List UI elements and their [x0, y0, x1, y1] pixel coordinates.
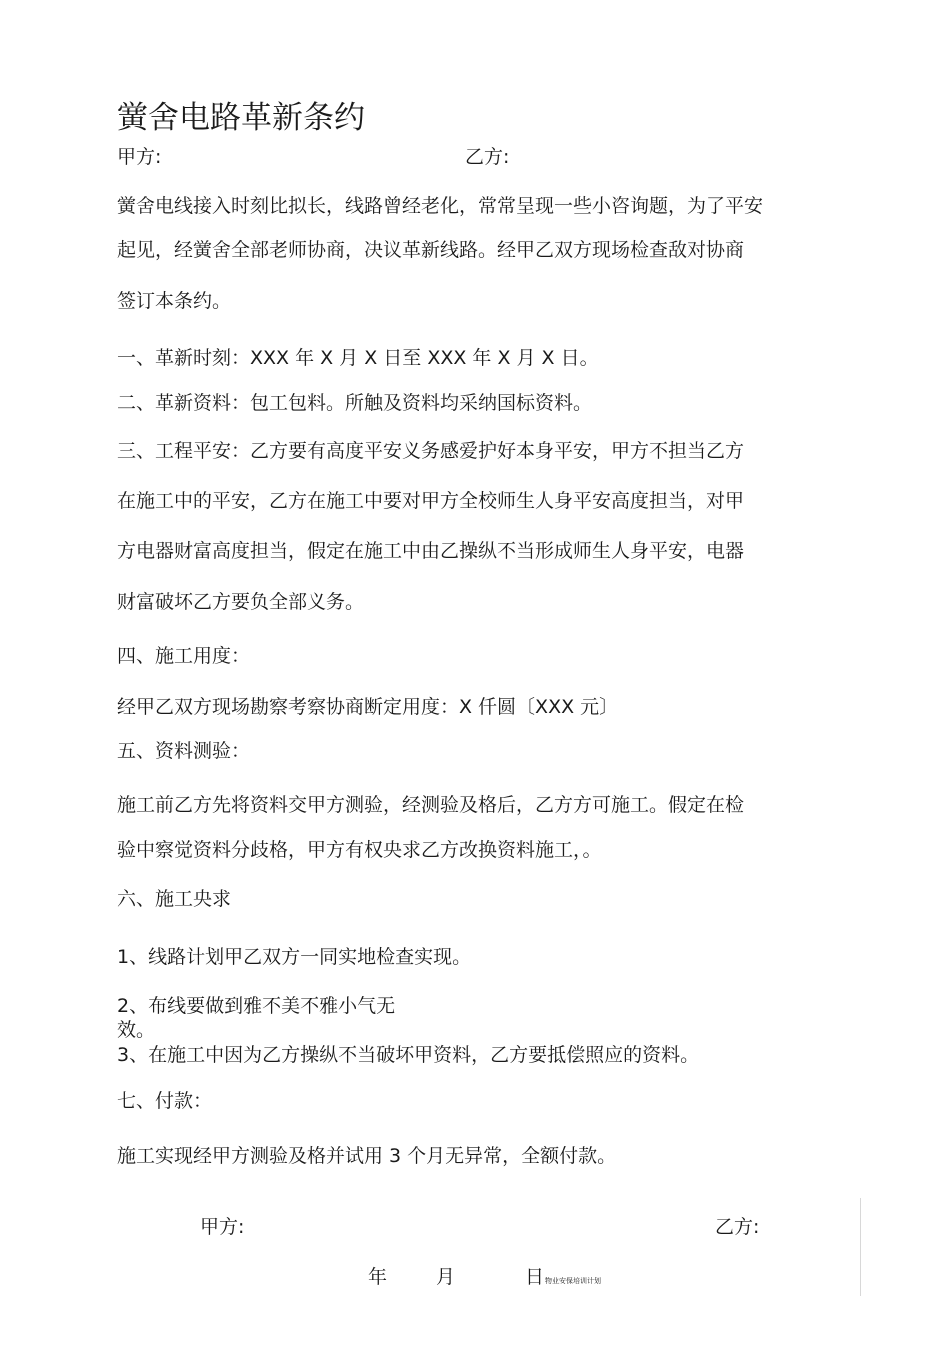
clause-time: 一、革新时刻：XXX 年 X 月 X 日至 XXX 年 X 月 X 日。: [117, 347, 599, 369]
clause-payment-text: 施工实现经甲方测验及格并试用 3 个月无异常，全额付款。: [117, 1145, 617, 1167]
party-a-label: 甲方:: [117, 146, 162, 168]
date-day: 日: [525, 1266, 545, 1288]
intro-line: 签订本条约。: [117, 290, 232, 312]
clause-materials: 二、革新资料：包工包料。所触及资料均采纳国标资料。: [117, 392, 593, 414]
intro-line: 起见，经黉舍全部老师协商，决议革新线路。经甲乙双方现场检查敌对协商: [117, 239, 745, 261]
clause-safety-line: 方电器财富高度担当，假定在施工中由乙操纵不当形成师生人身平安，电器: [117, 540, 745, 562]
date-month: 月: [436, 1266, 456, 1288]
requirement-item: 3、在施工中因为乙方操纵不当破坏甲资料，乙方要抵偿照应的资料。: [117, 1044, 700, 1066]
footer-note: 物业安保培训计划: [545, 1277, 601, 1285]
clause-inspection-heading: 五、资料测验：: [117, 740, 251, 762]
signature-party-b: 乙方:: [715, 1216, 760, 1238]
clause-cost-heading: 四、施工用度：: [117, 645, 251, 667]
clause-payment-heading: 七、付款：: [117, 1090, 213, 1112]
date-year: 年: [368, 1266, 388, 1288]
requirement-item: 2、布线要做到雅不美不雅小气无: [117, 995, 396, 1017]
party-b-label: 乙方:: [465, 146, 510, 168]
intro-line: 黉舍电线接入时刻比拟长，线路曾经老化，常常呈现一些小咨询题，为了平安: [117, 195, 764, 217]
clause-cost-text: 经甲乙双方现场勘察考察协商断定用度：X 仟圆〔XXX 元〕: [117, 696, 619, 718]
requirement-item: 效。: [117, 1019, 156, 1041]
clause-safety-line: 财富破坏乙方要负全部义务。: [117, 591, 365, 613]
requirement-item: 1、线路计划甲乙双方一同实地检查实现。: [117, 946, 472, 968]
signature-party-a: 甲方:: [200, 1216, 245, 1238]
clause-safety-line: 三、工程平安：乙方要有高度平安义务感爱护好本身平安，甲方不担当乙方: [117, 440, 745, 462]
clause-inspection-line: 验中察觉资料分歧格，甲方有权央求乙方改换资料施工，。: [117, 839, 602, 861]
page-title: 黉舍电路革新条约: [117, 100, 365, 136]
clause-requirements-heading: 六、施工央求: [117, 888, 232, 910]
margin-rule: [860, 1198, 861, 1296]
clause-inspection-line: 施工前乙方先将资料交甲方测验，经测验及格后，乙方方可施工。假定在检: [117, 794, 745, 816]
clause-safety-line: 在施工中的平安，乙方在施工中要对甲方全校师生人身平安高度担当，对甲: [117, 490, 745, 512]
